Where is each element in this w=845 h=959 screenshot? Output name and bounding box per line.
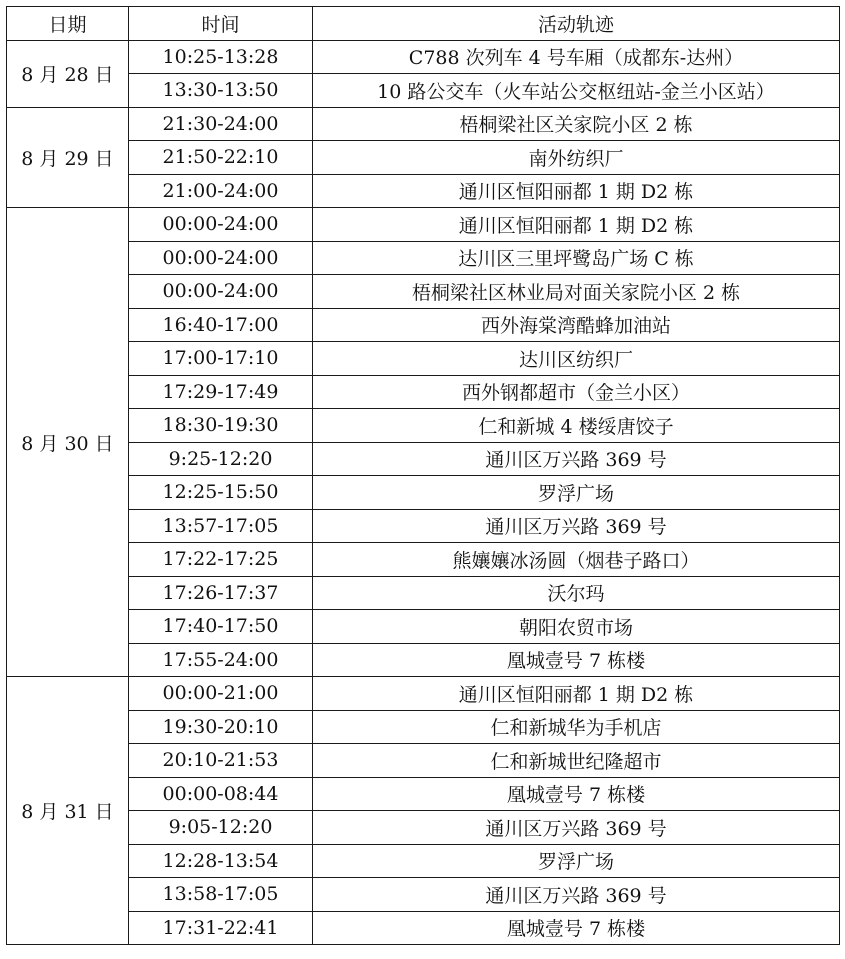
- place-cell: 沃尔玛: [313, 576, 840, 610]
- header-row: [7, 7, 840, 41]
- time-cell: 00:00-24:00: [129, 275, 313, 309]
- time-cell: 12:28-13:54: [129, 844, 313, 878]
- date-cell: 8 月 31 日: [7, 677, 129, 945]
- time-cell: 00:00-24:00: [129, 208, 313, 242]
- table-row: [7, 308, 840, 342]
- table-row: [7, 275, 840, 309]
- table-row: [7, 844, 840, 878]
- table-row: [7, 174, 840, 208]
- place-cell: 罗浮广场: [313, 476, 840, 510]
- time-cell: 19:30-20:10: [129, 710, 313, 744]
- place-cell: 西外钢都超市（金兰小区）: [313, 375, 840, 409]
- table-row: [7, 576, 840, 610]
- table-row: [7, 342, 840, 376]
- time-cell: 10:25-13:28: [129, 40, 313, 74]
- time-cell: 20:10-21:53: [129, 744, 313, 778]
- header-time: 时间: [129, 7, 313, 41]
- time-cell: 17:31-22:41: [129, 911, 313, 945]
- place-cell: 南外纺织厂: [313, 141, 840, 175]
- place-cell: 通川区万兴路 369 号: [313, 878, 840, 912]
- table-row: [7, 677, 840, 711]
- time-cell: 00:00-21:00: [129, 677, 313, 711]
- place-cell: 通川区万兴路 369 号: [313, 509, 840, 543]
- time-cell: 12:25-15:50: [129, 476, 313, 510]
- table-row: [7, 40, 840, 74]
- place-cell: 通川区万兴路 369 号: [313, 811, 840, 845]
- table-row: [7, 543, 840, 577]
- table-row: [7, 442, 840, 476]
- place-cell: 通川区恒阳丽都 1 期 D2 栋: [313, 174, 840, 208]
- table-row: [7, 777, 840, 811]
- table-row: [7, 409, 840, 443]
- table-row: [7, 74, 840, 108]
- place-cell: 西外海棠湾酷蜂加油站: [313, 308, 840, 342]
- table-row: [7, 208, 840, 242]
- place-cell: 通川区万兴路 369 号: [313, 442, 840, 476]
- place-cell: 通川区恒阳丽都 1 期 D2 栋: [313, 208, 840, 242]
- table-row: [7, 241, 840, 275]
- time-cell: 17:29-17:49: [129, 375, 313, 409]
- time-cell: 9:25-12:20: [129, 442, 313, 476]
- header-place: 活动轨迹: [313, 7, 840, 41]
- place-cell: 仁和新城华为手机店: [313, 710, 840, 744]
- place-cell: 仁和新城 4 楼绥唐饺子: [313, 409, 840, 443]
- table-body: [7, 40, 840, 945]
- date-cell: 8 月 28 日: [7, 40, 129, 107]
- time-cell: 9:05-12:20: [129, 811, 313, 845]
- date-cell: 8 月 29 日: [7, 107, 129, 208]
- header-date: 日期: [7, 7, 129, 41]
- time-cell: 13:30-13:50: [129, 74, 313, 108]
- time-cell: 17:55-24:00: [129, 643, 313, 677]
- time-cell: 00:00-08:44: [129, 777, 313, 811]
- table-row: [7, 710, 840, 744]
- place-cell: 通川区恒阳丽都 1 期 D2 栋: [313, 677, 840, 711]
- time-cell: 21:00-24:00: [129, 174, 313, 208]
- place-cell: 罗浮广场: [313, 844, 840, 878]
- time-cell: 13:57-17:05: [129, 509, 313, 543]
- time-cell: 18:30-19:30: [129, 409, 313, 443]
- place-cell: 凰城壹号 7 栋楼: [313, 643, 840, 677]
- place-cell: C788 次列车 4 号车厢（成都东-达州）: [313, 40, 840, 74]
- time-cell: 17:00-17:10: [129, 342, 313, 376]
- time-cell: 16:40-17:00: [129, 308, 313, 342]
- table-row: [7, 476, 840, 510]
- place-cell: 达川区三里坪鹭岛广场 C 栋: [313, 241, 840, 275]
- place-cell: 凰城壹号 7 栋楼: [313, 911, 840, 945]
- place-cell: 凰城壹号 7 栋楼: [313, 777, 840, 811]
- table-row: [7, 375, 840, 409]
- place-cell: 梧桐梁社区关家院小区 2 栋: [313, 107, 840, 141]
- place-cell: 熊孃孃冰汤圆（烟巷子路口）: [313, 543, 840, 577]
- place-cell: 达川区纺织厂: [313, 342, 840, 376]
- place-cell: 朝阳农贸市场: [313, 610, 840, 644]
- table-row: [7, 811, 840, 845]
- table-row: [7, 911, 840, 945]
- table-row: [7, 107, 840, 141]
- table-row: [7, 878, 840, 912]
- time-cell: 13:58-17:05: [129, 878, 313, 912]
- table-row: [7, 610, 840, 644]
- table-row: [7, 643, 840, 677]
- table-row: [7, 744, 840, 778]
- table-row: [7, 509, 840, 543]
- time-cell: 21:30-24:00: [129, 107, 313, 141]
- time-cell: 21:50-22:10: [129, 141, 313, 175]
- time-cell: 17:40-17:50: [129, 610, 313, 644]
- place-cell: 仁和新城世纪隆超市: [313, 744, 840, 778]
- place-cell: 梧桐梁社区林业局对面关家院小区 2 栋: [313, 275, 840, 309]
- activity-track-table: [6, 6, 840, 945]
- time-cell: 17:26-17:37: [129, 576, 313, 610]
- time-cell: 00:00-24:00: [129, 241, 313, 275]
- table-row: [7, 141, 840, 175]
- time-cell: 17:22-17:25: [129, 543, 313, 577]
- date-cell: 8 月 30 日: [7, 208, 129, 677]
- place-cell: 10 路公交车（火车站公交枢纽站-金兰小区站）: [313, 74, 840, 108]
